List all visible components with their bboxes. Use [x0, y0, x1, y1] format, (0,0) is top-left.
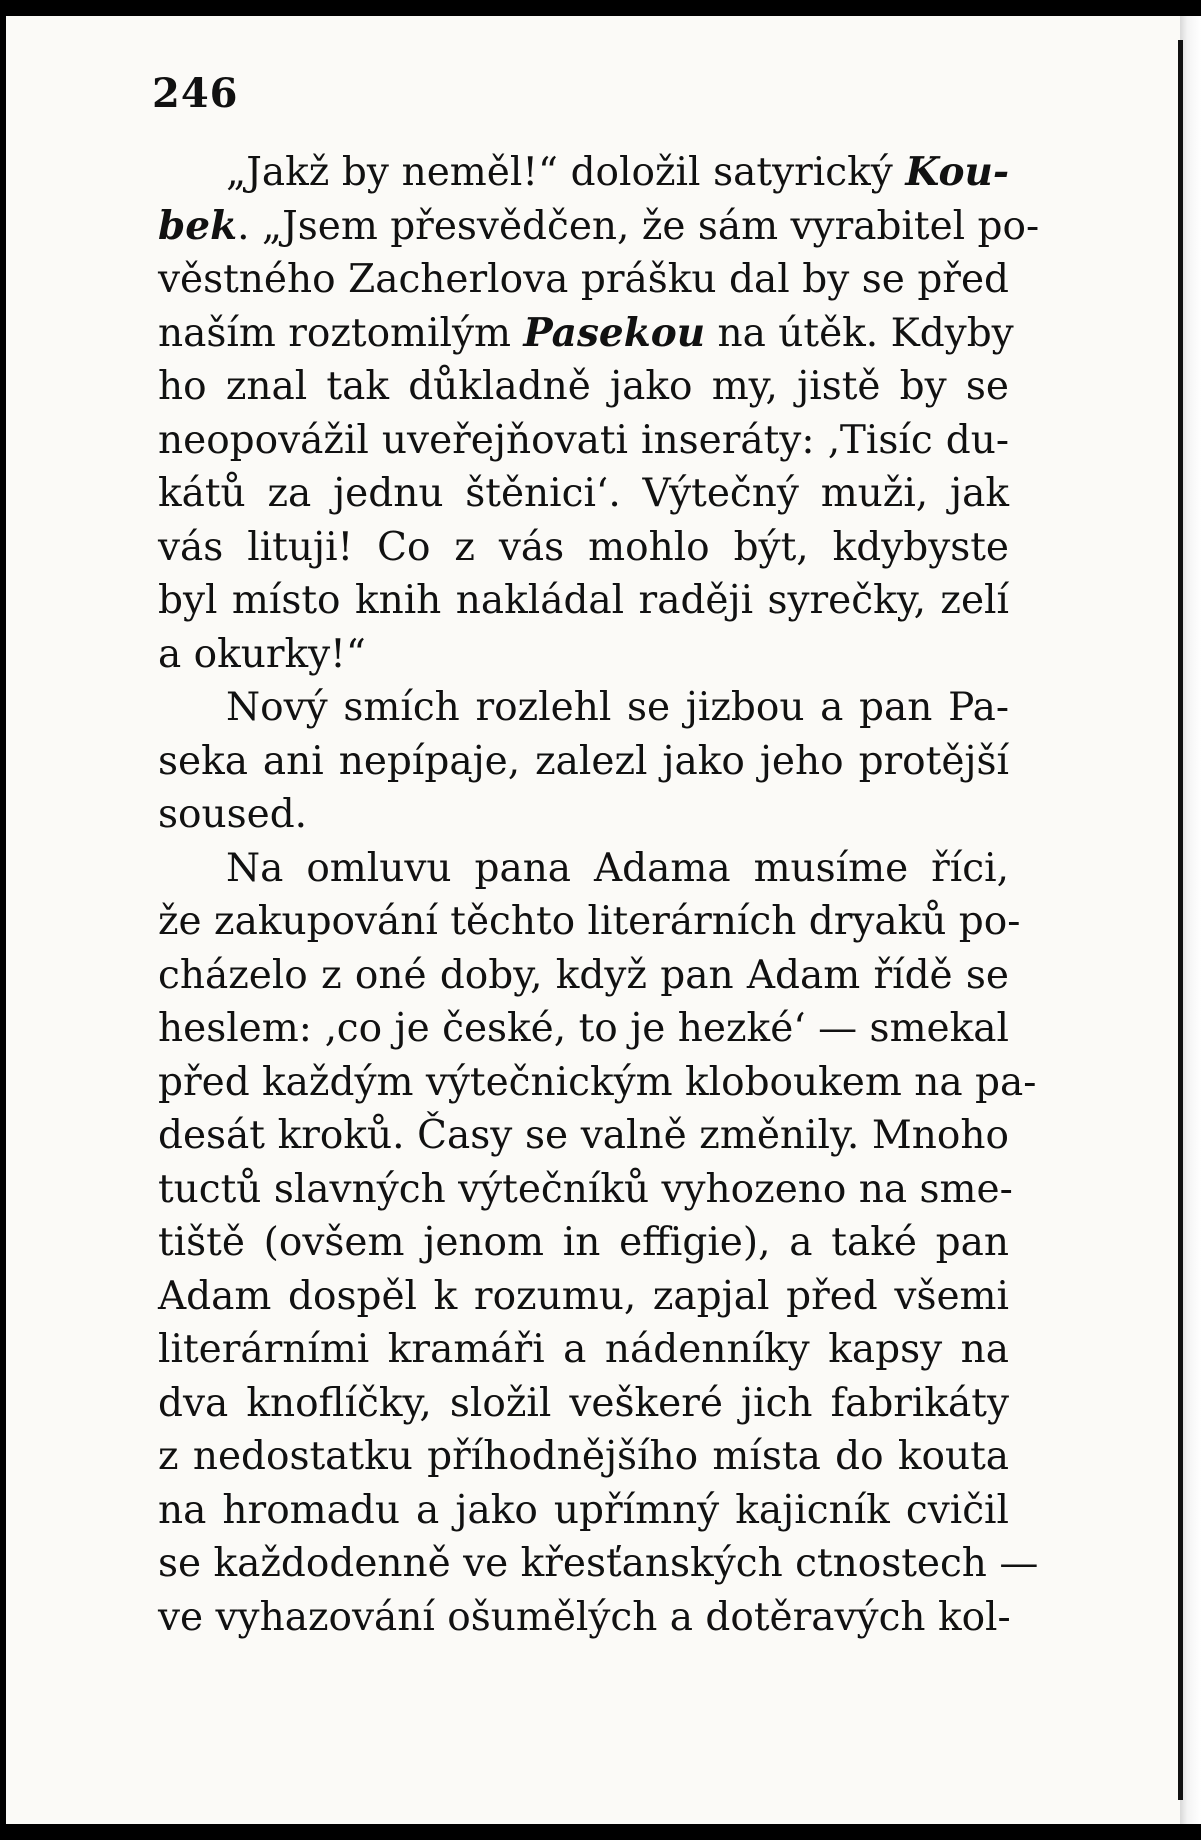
text-line: [158, 1002, 1009, 1056]
text-line: [158, 1537, 1039, 1591]
text-run: dva knoflíčky, složil veškeré jich fabrikáty: [158, 1380, 1009, 1426]
text-line: [158, 521, 1009, 575]
text-run: Na omluvu pana Adama musíme říci,: [226, 845, 1009, 891]
text-line: [158, 1056, 1037, 1110]
text-run: neopovážil uveřejňovati inseráty: ‚Tisíc du-: [158, 417, 1009, 463]
page-gutter: [1180, 16, 1201, 1824]
text-run: na hromadu a jako upřímný kajicník cvičil: [158, 1487, 1009, 1533]
text-line: [158, 1163, 1013, 1217]
text-run: heslem: ‚co je české, to je hezké‘ — smekal: [158, 1006, 1009, 1051]
text-run: Nový smích rozlehl se jizbou a pan Pa-: [226, 685, 1009, 730]
text-run: a okurky!“: [158, 631, 366, 677]
text-line: [158, 307, 1014, 361]
text-line: [158, 1270, 1009, 1324]
italic-name: bek: [158, 202, 238, 249]
text-run: soused.: [158, 792, 308, 837]
text-line: [158, 735, 1009, 789]
text-line: [158, 1430, 1009, 1484]
text-line: [158, 1377, 1009, 1431]
text-line: [158, 628, 1009, 682]
text-line: [158, 200, 1040, 254]
text-line: [158, 146, 1009, 200]
text-run: tuctů slavných výtečníků vyhozeno na sme-: [158, 1166, 1013, 1212]
text-run: z nedostatku příhodnějšího místa do kouta: [158, 1434, 1009, 1479]
text-line: [158, 414, 1009, 468]
text-run: kátů za jednu štěnici‘. Výtečný muži, jak: [158, 471, 1009, 516]
text-line: [158, 949, 1009, 1003]
text-line: [158, 1484, 1009, 1538]
text-run: seka ani nepípaje, zalezl jako jeho protější: [158, 738, 1009, 784]
body-text: [158, 146, 1040, 1644]
text-run: Adam dospěl k rozumu, zapjal před všemi: [158, 1273, 1009, 1319]
text-run: že zakupování těchto literárních dryaků po-: [158, 899, 1021, 944]
text-run: cházelo z oné doby, když pan Adam řídě se: [158, 952, 1009, 998]
text-run: desát kroků. Časy se valně změnily. Mnoho: [158, 1113, 1009, 1158]
italic-name: Kou-: [905, 149, 1009, 195]
text-run: ho znal tak důkladně jako my, jistě by se: [158, 364, 1009, 409]
text-line: [158, 574, 1009, 628]
paragraph: [158, 842, 1039, 1645]
text-line: [158, 253, 1009, 307]
text-run: na útěk. Kdyby: [705, 310, 1014, 356]
text-run: literárními kramáři a nádenníky kapsy na: [158, 1327, 1009, 1372]
text-line: [158, 895, 1021, 949]
text-run: věstného Zacherlova prášku dal by se před: [158, 257, 1009, 302]
text-line: [158, 788, 1009, 842]
text-line: [158, 842, 1009, 896]
paragraph: [158, 681, 1009, 842]
text-run: před každým výtečnickým kloboukem na pa-: [158, 1059, 1037, 1105]
text-line: [158, 681, 1009, 735]
text-run: naším roztomilým: [158, 310, 524, 356]
text-line: [158, 1109, 1009, 1163]
page-number: 246: [152, 70, 239, 117]
text-run: „Jakž by neměl!“ doložil satyrický: [226, 150, 906, 195]
text-run: se každodenně ve křesťanských ctnostech —: [158, 1541, 1039, 1586]
text-line: [158, 360, 1009, 414]
text-run: . „Jsem přesvědčen, že sám vyrabitel po-: [237, 203, 1040, 249]
text-run: byl místo knih nakládal raději syrečky, zelí: [158, 578, 1009, 623]
text-run: ve vyhazování ošumělých a dotěravých kol-: [158, 1594, 1011, 1640]
paragraph: [158, 146, 1040, 681]
text-line: [158, 1323, 1009, 1377]
text-line: [158, 467, 1009, 521]
text-line: [158, 1591, 1009, 1645]
italic-name: Pasekou: [523, 309, 706, 356]
text-line: [158, 1216, 1009, 1270]
text-run: tiště (ovšem jenom in effigie), a také pan: [158, 1220, 1009, 1265]
binding-edge: [1178, 40, 1183, 1800]
text-run: vás lituji! Co z vás mohlo být, kdybyste: [158, 524, 1009, 570]
